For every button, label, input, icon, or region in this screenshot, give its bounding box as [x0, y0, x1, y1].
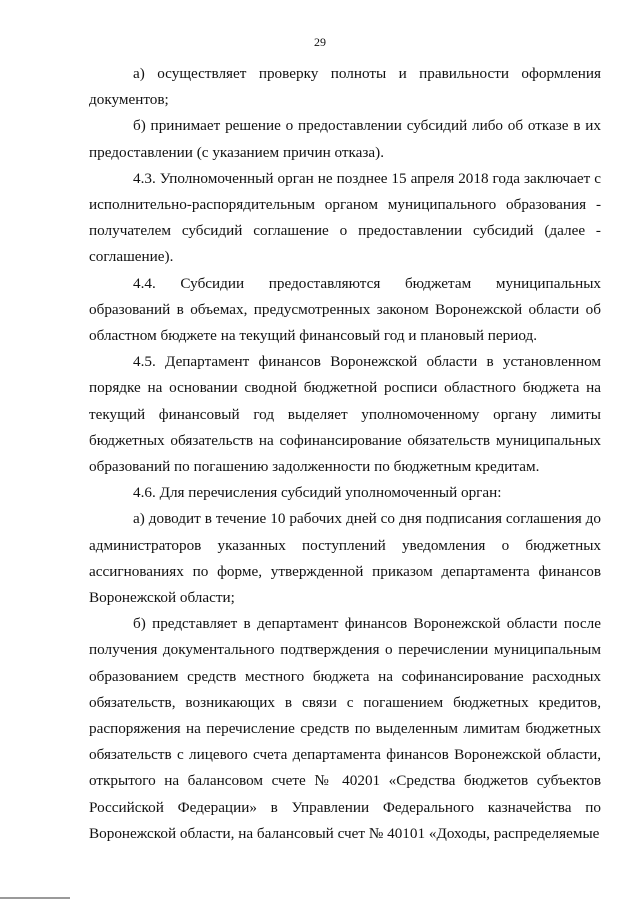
document-body	[89, 61, 601, 847]
paragraph-4-6-a: а) доводит в течение 10 рабочих дней со дня подписания соглашения до администраторов указанных поступлений уведомления о бюджетных ассигнованиях по форме, утвержденной приказом департамента финансов Воронежской области;	[89, 510, 601, 607]
paragraph-4-5: 4.5. Департамент финансов Воронежской области в установленном порядке на основании сводной бюджетной росписи областного бюджета на текущий финансовый год выделяет уполномоченному органу лимиты бюджетных обязательств на софинансирование обязательств муниципальных образований по погашению задолженности по бюджетным кредитам.	[89, 353, 601, 476]
paragraph-check-documents: а) осуществляет проверку полноты и правильности оформления документов;	[89, 65, 601, 109]
page-number: 29	[314, 35, 326, 49]
paragraph-4-3: 4.3. Уполномоченный орган не позднее 15 апреля 2018 года заключает с исполнительно-распорядительным органом муниципального образования - получателем субсидий соглашение о предоставлении субсидий (далее - соглашение).	[89, 169, 601, 266]
paragraph-4-4: 4.4. Субсидии предоставляются бюджетам муниципальных образований в объемах, предусмотренных законом Воронежской области об областном бюджете на текущий финансовый год и плановый период.	[89, 274, 601, 345]
paragraph-decision: б) принимает решение о предоставлении субсидий либо об отказе в их предоставлении (с указанием причин отказа).	[89, 117, 601, 161]
paragraph-4-6-b: б) представляет в департамент финансов Воронежской области после получения документального подтверждения о перечислении муниципальным образованием средств местного бюджета на софинансирование расходных обязательств, возникающих в связи с погашением бюджетных кредитов, распоряжения на перечисление средств по выделенным лимитам бюджетных обязательств с лицевого счета департамента финансов Воронежской области, открытого на балансовом счете № 40201 «Средства бюджетов субъектов Российской Федерации» в Управлении Федерального казначейства по Воронежской области, на балансовый счет № 40101 «Доходы, распределяемые	[89, 615, 601, 842]
paragraph-4-6: 4.6. Для перечисления субсидий уполномоченный орган:	[133, 484, 502, 502]
scan-edge-mark	[0, 897, 70, 899]
